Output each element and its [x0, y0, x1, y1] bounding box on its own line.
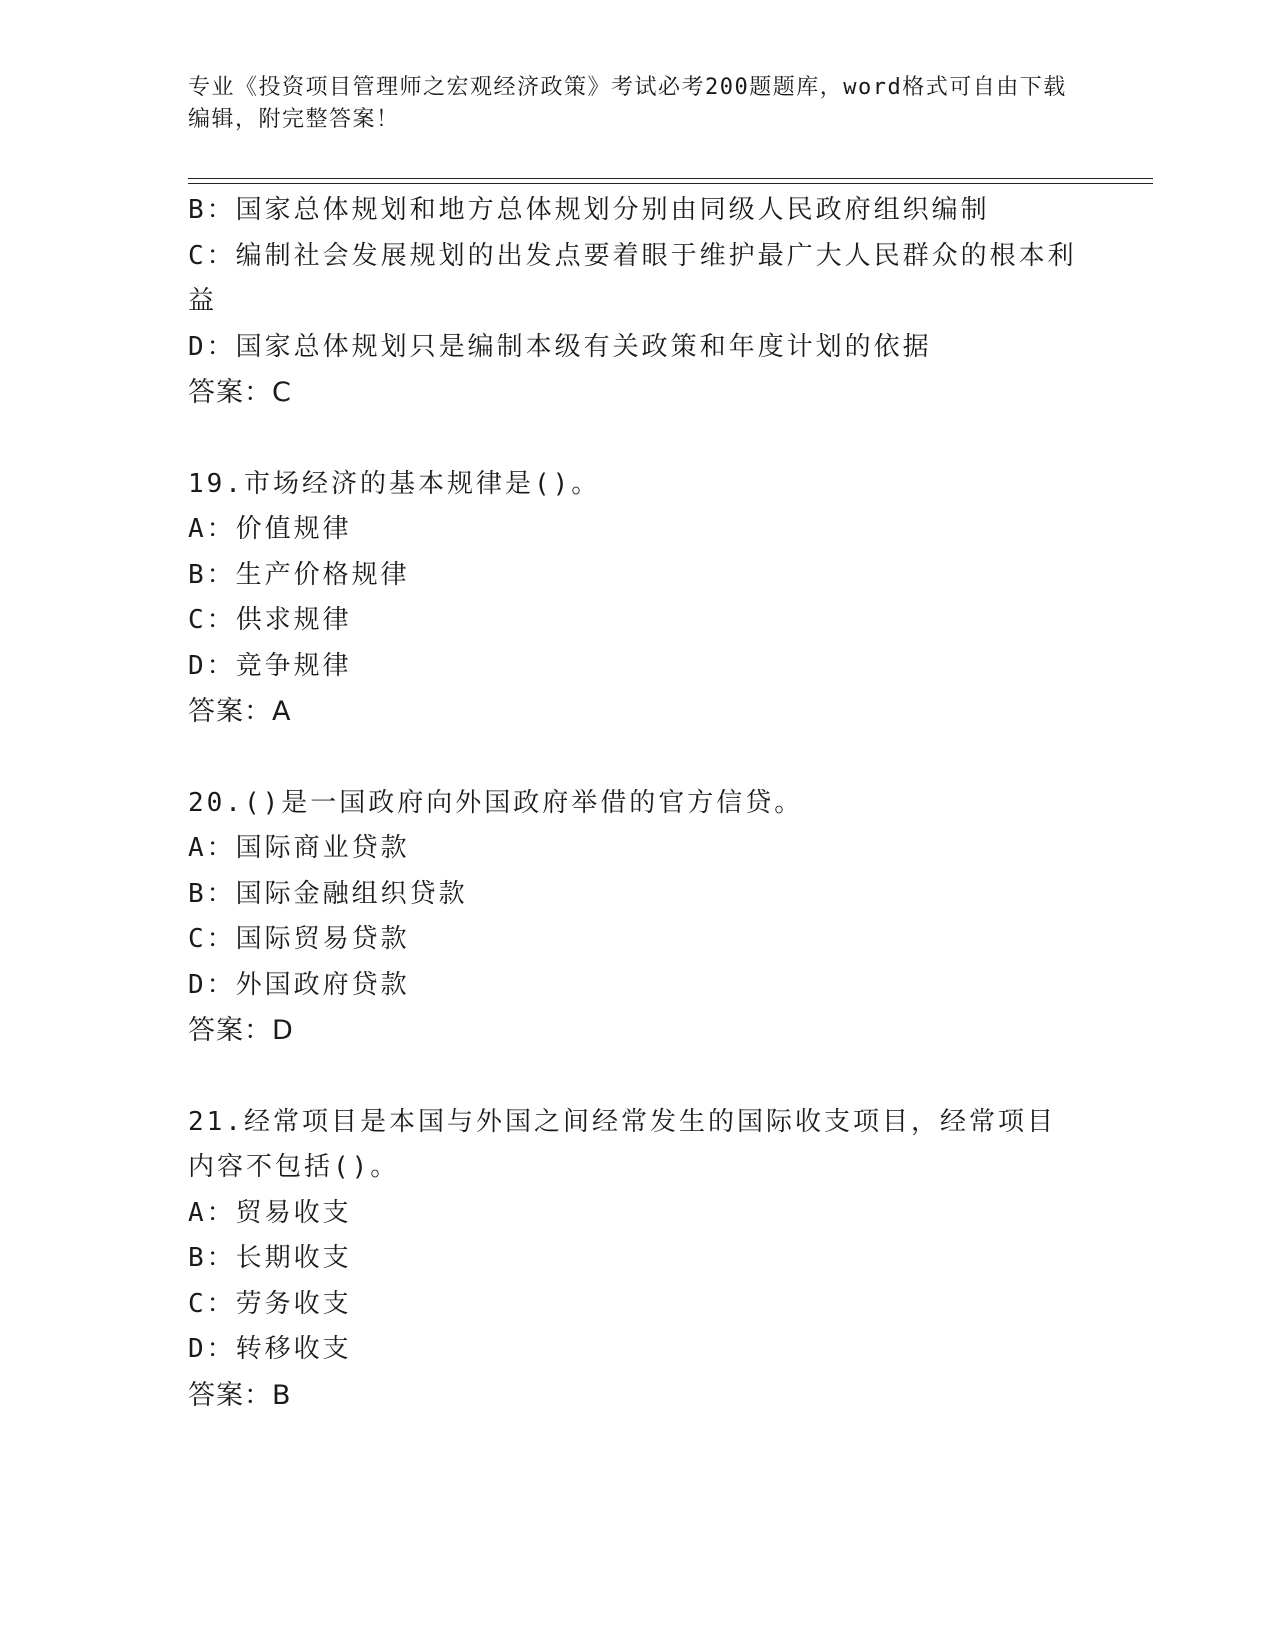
header-rule-bottom — [188, 183, 1153, 184]
q19-option-d: D：竞争规律 — [188, 650, 352, 681]
q20-option-a: A：国际商业贷款 — [188, 833, 410, 863]
q21-answer: 答案：B — [188, 1379, 292, 1411]
q20-answer: 答案：D — [188, 1015, 294, 1046]
spacer — [188, 735, 1078, 781]
q21-stem: 21.经常项目是本国与外国之间经常发生的国际收支项目，经常项目内容不包括()。 — [188, 1106, 1056, 1182]
q19-option-b: B：生产价格规律 — [188, 559, 410, 590]
q19-stem: 19.市场经济的基本规律是()。 — [188, 468, 601, 499]
question-content — [188, 188, 1078, 1418]
q18-option-c: C：编制社会发展规划的出发点要着眼于维护最广大人民群众的根本利益 — [188, 240, 1077, 316]
q18-option-b: B：国家总体规划和地方总体规划分别由同级人民政府组织编制 — [188, 195, 990, 225]
document-header: 专业《投资项目管理师之宏观经济政策》考试必考200题题库，word格式可自由下载编辑，附完整答案！ — [188, 75, 1067, 132]
q20-option-b: B：国际金融组织贷款 — [188, 878, 468, 909]
question-21 — [188, 1100, 1078, 1419]
q19-option-c: C：供求规律 — [188, 605, 352, 635]
q21-option-a: A：贸易收支 — [188, 1197, 352, 1228]
q20-option-c: C：国际贸易贷款 — [188, 924, 410, 954]
q21-option-c: C：劳务收支 — [188, 1288, 352, 1319]
q20-stem: 20.()是一国政府向外国政府举借的官方信贷。 — [188, 787, 804, 818]
question-19 — [188, 462, 1078, 735]
header-rule-top — [188, 178, 1153, 179]
q21-option-b: B：长期收支 — [188, 1243, 352, 1273]
question-20 — [188, 781, 1078, 1054]
spacer — [188, 416, 1078, 462]
q21-option-d: D：转移收支 — [188, 1334, 352, 1364]
q19-option-a: A：价值规律 — [188, 514, 352, 544]
q20-option-d: D：外国政府贷款 — [188, 969, 410, 1000]
q18-answer: 答案：C — [188, 377, 292, 408]
spacer — [188, 1054, 1078, 1100]
q19-answer: 答案：A — [188, 696, 292, 727]
question-18-tail — [188, 188, 1078, 416]
q18-option-d: D：国家总体规划只是编制本级有关政策和年度计划的依据 — [188, 331, 932, 362]
